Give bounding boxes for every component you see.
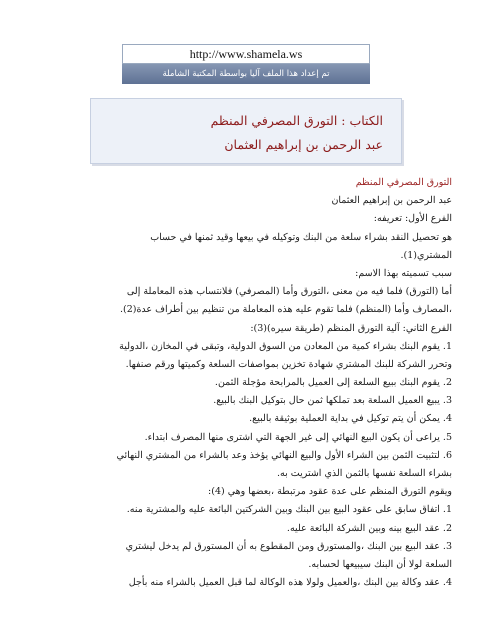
text-line: 2. عقد البيع بينه وبين الشركة البائعة عليه. xyxy=(286,522,452,534)
text-line: هو تحصيل النقد بشراء سلعة من البنك وتوكيله في بيعها وقيد ثمنها في حساب xyxy=(150,231,452,243)
website-url-bar: http://www.shamela.ws xyxy=(122,44,370,64)
text-line: 5. يراعى أن يكون البيع النهائي إلى غير الجهة التي اشترى منها المصرف ابتداء. xyxy=(144,431,452,443)
book-title: الكتاب : التورق المصرفي المنظم xyxy=(210,113,383,128)
book-info-box xyxy=(90,98,402,164)
book-author: عبد الرحمن بن إبراهيم العثمان xyxy=(224,137,383,152)
text-line: 1. اتفاق سابق على عقود البيع بين البنك وبين الشركتين البائعة عليه والمشترية منه. xyxy=(126,504,452,516)
text-line: ،المصارف وأما (المنظم) فلما تقوم عليه هذه المعاملة من تنظيم بين أطراف عدة(2). xyxy=(119,304,452,316)
text-line: السلعة لولا أن البنك سيبيعها لحسابه. xyxy=(308,558,452,570)
text-line: 6. لتثبيت الثمن بين الشراء الأول والبيع النهائي يؤخذ وعد بالشراء من المشتري النهائي xyxy=(116,449,452,461)
text-line: الفرع الثاني: آلية التورق المنظم (طريقة سيره)(3): xyxy=(250,322,452,334)
text-line: سبب تسميته بهذا الاسم: xyxy=(355,267,452,279)
text-line: 2. يقوم البنك ببيع السلعة إلى العميل بالمرابحة مؤجلة الثمن. xyxy=(214,377,452,389)
text-line: المشتري(1). xyxy=(400,249,452,261)
text-line: أما (التورق) فلما فيه من معنى ،التورق وأما (المصرفي) فلانتساب هذه المعاملة إلى xyxy=(126,286,452,298)
text-line: وتحرر الشركة للبنك المشتري شهادة تخزين بمواصفات السلعة وكميتها ورقم صنفها. xyxy=(125,358,452,370)
text-line: التورق المصرفي المنظم xyxy=(355,177,452,188)
document-body xyxy=(28,174,452,592)
text-line: الفرع الأول: تعريفه: xyxy=(373,213,452,225)
text-line: 3. يبيع العميل السلعة بعد تملكها ثمن حال بتوكيل البنك بالبيع. xyxy=(213,395,452,407)
text-line: 3. عقد البيع بين البنك ،والمستورق ومن المقطوع به أن المستورق لم يدخل ليشتري xyxy=(125,540,452,552)
text-line: 4. يمكن أن يتم توكيل في بداية العملية بوثيقة بالبيع. xyxy=(249,413,452,425)
text-line: ويقوم التورق المنظم على عدة عقود مرتبطة ،بعضها وهي (4): xyxy=(208,486,452,498)
text-line: 4. عقد وكالة بين البنك ،والعميل ولولا هذه الوكالة لما قبل العميل بالشراء منه بأجل xyxy=(128,577,452,589)
credit-banner: تم إعداد هذا الملف آليا بواسطة المكتبة الشاملة xyxy=(122,64,370,84)
text-line: بشراء السلعة نفسها بالثمن الذي اشتريت به. xyxy=(276,468,452,479)
text-line: عبد الرحمن بن إبراهيم العثمان xyxy=(331,195,452,207)
text-line: 1. يقوم البنك بشراء كمية من المعادن من السوق الدولية، وتبقى في المخازن ،الدولية xyxy=(119,340,452,352)
